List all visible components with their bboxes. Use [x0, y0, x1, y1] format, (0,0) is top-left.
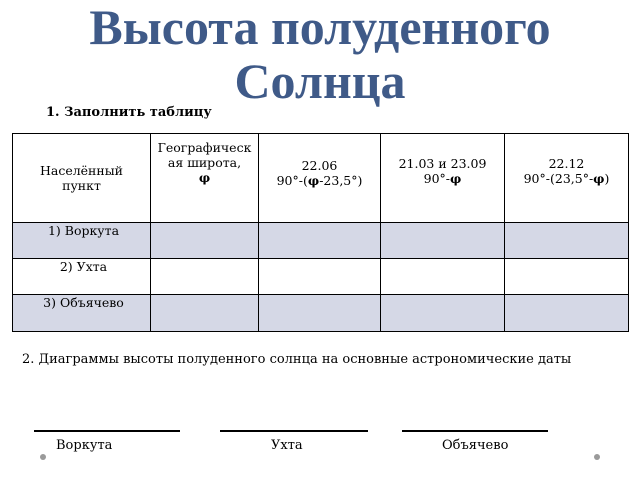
date-summer: 22.06 — [301, 158, 338, 173]
diagram-line-vorkuta — [34, 430, 180, 432]
table-row — [13, 223, 629, 259]
title-line-1: Высота полуденного — [89, 0, 551, 55]
cell-winter-ukhta[interactable] — [505, 259, 629, 295]
header-latitude-label — [151, 134, 258, 185]
table-row — [13, 259, 629, 295]
row-place-vorkuta: 1) Воркута — [13, 223, 151, 259]
cell-summer-vorkuta[interactable] — [259, 223, 381, 259]
latitude-symbol: φ — [198, 170, 211, 185]
row-place-ukhta: 2) Ухта — [13, 259, 151, 295]
diagram-line-obyachevo — [402, 430, 548, 432]
formula-summer-post: -23,5°) — [319, 173, 363, 188]
header-date-winter — [505, 134, 629, 223]
header-date-summer-content — [259, 134, 380, 188]
cell-equinox-ukhta[interactable] — [381, 259, 505, 295]
formula-summer-pre: 90°-( — [276, 173, 308, 188]
cell-equinox-vorkuta[interactable] — [381, 223, 505, 259]
header-date-summer — [259, 134, 381, 223]
cell-summer-obyachevo[interactable] — [259, 295, 381, 332]
formula-equinox-pre: 90°- — [423, 171, 451, 186]
formula-equinox-phi: φ — [450, 171, 462, 186]
city-label-vorkuta: Воркута — [56, 438, 113, 453]
table-header-row — [13, 134, 629, 223]
formula-summer-phi: φ — [307, 173, 320, 188]
corner-dot-left-icon — [40, 454, 46, 460]
city-label-obyachevo: Объячево — [442, 438, 509, 453]
city-label-ukhta: Ухта — [271, 438, 303, 453]
header-date-equinox — [381, 134, 505, 223]
date-winter: 22.12 — [548, 156, 585, 171]
header-date-winter-content — [505, 134, 628, 186]
diagram-line-ukhta — [220, 430, 368, 432]
corner-dot-right-icon — [594, 454, 600, 460]
header-place — [13, 134, 151, 223]
cell-latitude-vorkuta[interactable] — [151, 223, 259, 259]
latitude-text: Географическая широта, — [157, 140, 252, 170]
data-table — [12, 133, 629, 332]
cell-equinox-obyachevo[interactable] — [381, 295, 505, 332]
task-2-heading: 2. Диаграммы высоты полуденного солнца на основные астрономические даты — [22, 352, 572, 367]
cell-summer-ukhta[interactable] — [259, 259, 381, 295]
date-equinox: 21.03 и 23.09 — [398, 156, 487, 171]
table-row — [13, 295, 629, 332]
formula-winter-post: ) — [604, 171, 610, 186]
title-line-2: Солнца — [234, 53, 406, 109]
row-place-obyachevo: 3) Объячево — [13, 295, 151, 332]
cell-winter-vorkuta[interactable] — [505, 223, 629, 259]
cell-latitude-ukhta[interactable] — [151, 259, 259, 295]
formula-winter-pre: 90°-(23,5°- — [523, 171, 594, 186]
header-place-label: Населённый пункт — [39, 163, 124, 193]
header-latitude — [151, 134, 259, 223]
header-date-equinox-content — [381, 134, 504, 186]
cell-winter-obyachevo[interactable] — [505, 295, 629, 332]
cell-latitude-obyachevo[interactable] — [151, 295, 259, 332]
task-1-heading: 1. Заполнить таблицу — [46, 105, 212, 120]
formula-winter-phi: φ — [593, 171, 605, 186]
